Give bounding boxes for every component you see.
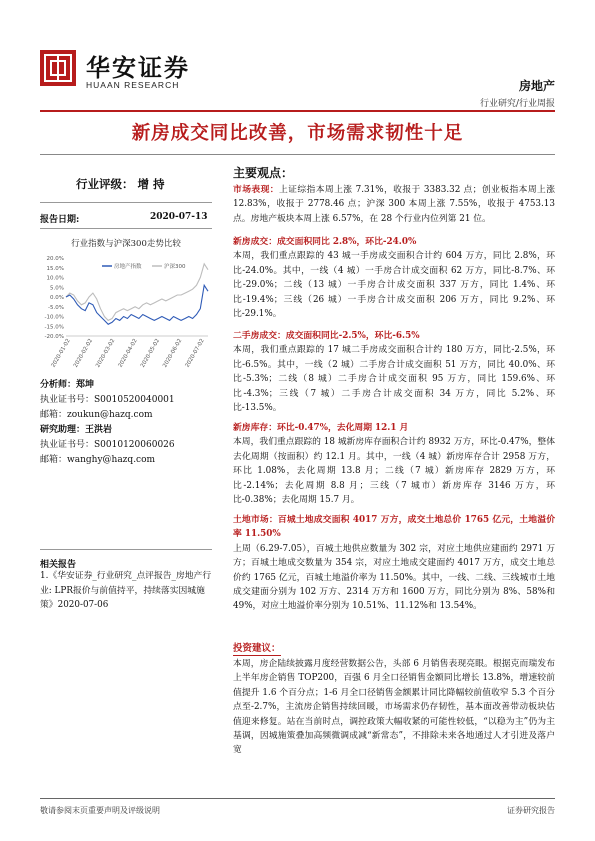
y-tick-label: 15.0%: [46, 265, 64, 272]
analyst-label: 分析师：: [40, 380, 77, 390]
footer-disclaimer[interactable]: 敬请参阅末页重要声明及评级说明: [40, 806, 160, 815]
analyst-block: [40, 378, 175, 468]
email-label: 邮箱：: [40, 410, 68, 420]
industry-rating: 行业评级： 增 持: [76, 177, 165, 191]
x-tick-label: 2020-06-02: [162, 338, 184, 369]
rating-divider: [40, 202, 212, 203]
land-market-paragraph: [233, 513, 555, 614]
company-logo-english: HUAAN RESEARCH: [86, 80, 180, 90]
sector-label: 房地产: [518, 79, 555, 93]
inventory-paragraph: [233, 421, 555, 507]
cert-label: 执业证书号：: [40, 395, 95, 405]
y-tick-label: 10.0%: [46, 275, 64, 282]
related-report-item[interactable]: 1.《华安证券_行业研究_点评报告_房地产行业: LPR报价与前值持平，持续落实因城施策》2020-07-06: [40, 571, 212, 610]
inventory-heading: 新房库存：环比-0.47%，去化周期 12.1 月: [233, 423, 409, 433]
report-title: 新房成交同比改善，市场需求韧性十足: [131, 123, 464, 144]
x-tick-label: 2020-02-02: [72, 338, 95, 369]
investment-underline: [233, 655, 281, 656]
assistant-label: 研究助理：: [40, 425, 86, 435]
series-line-real-estate: [66, 285, 208, 324]
y-tick-label: -5.0%: [48, 304, 64, 311]
key-points-heading: 主要观点：: [233, 166, 294, 180]
resale-text: 本周，我们重点跟踪的 17 城二手房成交面积合计约 180 万方，同比-2.5%，环比-6.5%。其中，一线（2 城）二手房合计成交面积 51 万方，同比 40.0%、环比-5.3%；二线（8 城）二手房合计成交面积 95 万方，同比 159.6%、环比-4.3%；三线（7 城）二手房合计成交面积 34 万方，同比 5.2%、环比-13.5%。: [233, 345, 555, 414]
series-line-hs300: [66, 264, 208, 321]
chart-title: 行业指数与沪深300走势比较: [71, 239, 181, 249]
chart-svg: [40, 252, 212, 370]
report-category: 行业研究/行业周报: [479, 99, 555, 109]
x-tick-label: 2020-07-02: [184, 338, 206, 369]
y-tick-label: -10.0%: [44, 314, 64, 321]
assistant-cert: S0010120060026: [94, 440, 175, 450]
y-tick-label: 20.0%: [46, 256, 64, 262]
cert-label: 执业证书号：: [40, 440, 95, 450]
assistant-email[interactable]: wanghy@hazq.com: [67, 455, 156, 465]
resale-paragraph: [233, 329, 555, 415]
x-tick-label: 2020-01-02: [50, 338, 72, 369]
x-tick-label: 2020-03-02: [95, 338, 117, 369]
company-logo-mark: [40, 50, 76, 86]
analyst-email[interactable]: zoukun@hazq.com: [67, 410, 153, 420]
analyst-name: 郑坤: [76, 380, 95, 390]
resale-heading: 二手房成交：成交面积同比-2.5%，环比-6.5%: [233, 331, 420, 341]
y-tick-label: 5.0%: [50, 285, 64, 292]
y-tick-label: -15.0%: [44, 324, 64, 331]
date-divider: [40, 228, 212, 229]
new-home-text: 本周，我们重点跟踪的 43 城一手房成交面积合计约 604 万方，同比 2.8%，环比-24.0%。其中，一线（4 城）一手房合计成交面积 62 万方，同比-8.7%、环比-29.0%；二线（13 城）一手房合计成交面积 337 万方，同比 1.4%、环比-19.4%；三线（26 城）一手房合计成交面积 206 万方，同比 9.2%、环比-29.1%。: [233, 251, 555, 320]
header-divider: [40, 110, 555, 112]
investment-advice-heading: 投资建议：: [233, 643, 281, 654]
legend-label: 沪深300: [164, 264, 186, 270]
x-tick-label: 2020-05-02: [139, 338, 162, 369]
related-reports-heading: 相关报告: [40, 560, 77, 570]
market-performance-text: 上证综指本周上涨 7.31%，收报于 3383.32 点；创业板指本周上涨 12.83%，收报于 2778.46 点；沪深 300 本周上涨 7.55%，收报于 4753.13 点。房地产板块本周上涨 6.57%，在 28 个行业内位列第 21 位。: [233, 185, 555, 224]
analyst-cert: S0010520040001: [94, 395, 175, 405]
footer-doc-type: 证券研究报告: [507, 806, 555, 815]
footer-divider: [40, 798, 555, 799]
land-market-heading: 土地市场：百城土地成交面积 4017 万方，成交土地总价 1765 亿元，土地溢价率 11.50%: [233, 515, 555, 540]
y-tick-label: -20.0%: [44, 334, 64, 340]
assistant-name: 王洪岩: [85, 425, 113, 435]
market-performance-paragraph: [233, 183, 555, 226]
new-home-heading: 新房成交：成交面积同比 2.8%，环比-24.0%: [233, 237, 417, 247]
title-divider: [40, 154, 555, 155]
inventory-text: 本周，我们重点跟踪的 18 城新房库存面积合计约 8932 万方，环比-0.47%，整体去化周期（按面积）约 12.1 月。其中，一线（4 城）新房库存合计 2958 万方，环比 1.08%，去化周期 13.8 月；二线（7 城）新房库存 2829 万方，环比-2.14%；去化周期 8.8 月；三线（7 城市）新房库存 3146 万方，环比-0.38%；去化周期 15.7 月。: [233, 437, 555, 506]
investment-advice-text: 本周，房企陆续披露月度经营数据公告，头部 6 月销售表现亮眼。根据克而瑞发布上半年房企销售 TOP200，百强 6 月全口径销售金额同比增长 13.8%，增速较前值提升 1.6 个百分点；1-6 月全口径销售金额累计同比降幅较前值收窄 5.3 个百分点至-2.7%，主流房企销售持续回暖，市场需求仍存韧性，基本面改善带动板块估值迎来修复。站在当前时点，调控政策大幅收紧的可能性较低，“以稳为主”仍为主基调，因城施策叠加高频微调成减“新常态”，不排除未来各地通过人才引进及落户宽: [233, 659, 555, 756]
legend-label: 房地产指数: [114, 264, 142, 270]
company-logo-text: 华安证券: [86, 54, 190, 82]
email-label: 邮箱：: [40, 455, 68, 465]
market-performance-head: 市场表现：: [233, 185, 279, 195]
related-divider: [40, 549, 212, 550]
index-comparison-chart: [40, 252, 212, 370]
report-date: 2020-07-13: [150, 212, 208, 222]
x-tick-label: 2020-04-02: [117, 338, 139, 369]
new-home-paragraph: [233, 235, 555, 321]
report-date-label: 报告日期:: [40, 215, 80, 225]
y-tick-label: 0.0%: [50, 295, 64, 301]
land-market-text: 上周（6.29-7.05），百城土地供应数量为 302 宗，对应土地供应建面约 2971 万方；百城土地成交数量为 354 宗，对应土地成交建面约 4017 万方，成交土地总价约 1765 亿元，百城土地溢价率为 11.50%。其中，一线、二线、三线城市土地成交建面分别为 102 万方、2314 万方和 1600 万方，同比分别为 8%、58%和 49%，对应土地溢价率分别为 10.51%、11.12%和 13.54%。: [233, 543, 555, 612]
